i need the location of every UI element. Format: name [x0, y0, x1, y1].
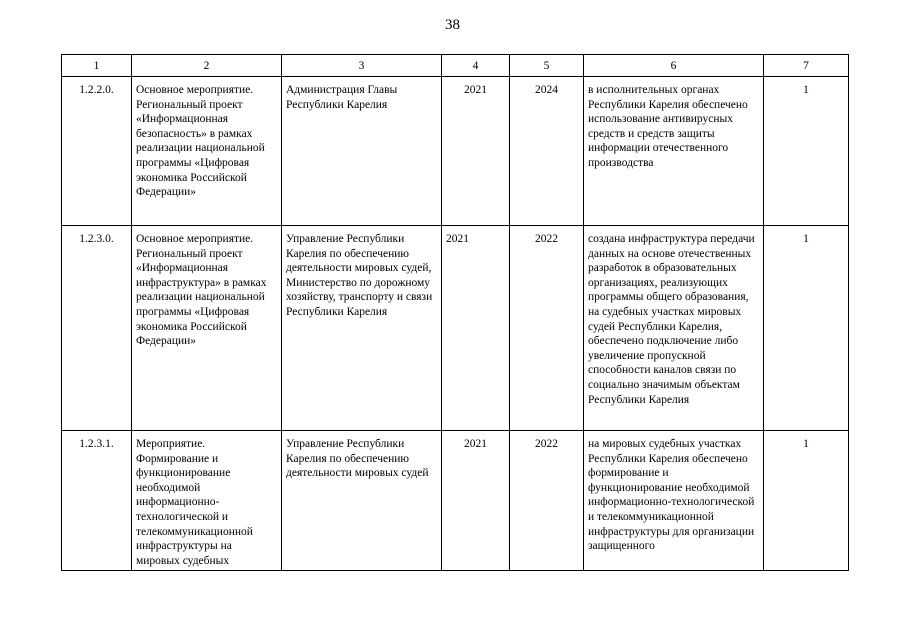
- row-link: 1: [764, 431, 849, 571]
- column-header: 6: [584, 55, 764, 77]
- column-header: 5: [510, 55, 584, 77]
- program-table: [61, 54, 849, 571]
- column-header: 2: [132, 55, 282, 77]
- row-code: 1.2.3.1.: [62, 431, 132, 571]
- row-end-year: 2022: [510, 431, 584, 571]
- row-end-year: 2022: [510, 226, 584, 431]
- row-executor: Управление Республики Карелия по обеспечению деятельности мировых судей: [282, 431, 442, 571]
- row-result: на мировых судебных участках Республики Карелия обеспечено формирование и функционирование необходимой информационно-технологической и телекоммуникационной инфраструктуры для организации защищенного: [584, 431, 764, 571]
- column-header: 1: [62, 55, 132, 77]
- row-code: 1.2.2.0.: [62, 77, 132, 226]
- table-header-row: [62, 55, 849, 77]
- row-link: 1: [764, 226, 849, 431]
- column-header: 3: [282, 55, 442, 77]
- row-name: Основное мероприятие. Региональный проект «Информационная безопасность» в рамках реализации национальной программы «Цифровая экономика Российской Федерации»: [132, 77, 282, 226]
- row-result: в исполнительных органах Республики Карелия обеспечено использование антивирусных средств и средств защиты информации отечественного производства: [584, 77, 764, 226]
- table-row: [62, 226, 849, 431]
- row-start-year: 2021: [442, 226, 510, 431]
- row-start-year: 2021: [442, 77, 510, 226]
- row-name: Основное мероприятие. Региональный проект «Информационная инфраструктура» в рамках реализации национальной программы «Цифровая экономика Российской Федерации»: [132, 226, 282, 431]
- row-end-year: 2024: [510, 77, 584, 226]
- row-start-year: 2021: [442, 431, 510, 571]
- row-result: создана инфраструктура передачи данных на основе отечественных разработок в образовательных организациях, реализующих программы общего образования, на судебных участках мировых судей Республики Карелия, обеспечено подключение либо увеличение пропускной способности каналов связи по социально значимым объектам Республики Карелия: [584, 226, 764, 431]
- row-name: Мероприятие. Формирование и функционирование необходимой информационно-технологической и телекоммуникационной инфраструктуры на мировых судебных: [132, 431, 282, 571]
- row-code: 1.2.3.0.: [62, 226, 132, 431]
- column-header: 4: [442, 55, 510, 77]
- column-header: 7: [764, 55, 849, 77]
- row-executor: Администрация Главы Республики Карелия: [282, 77, 442, 226]
- table-row: [62, 77, 849, 226]
- page-number: 38: [445, 17, 460, 33]
- table-row: [62, 431, 849, 571]
- row-executor: Управление Республики Карелия по обеспечению деятельности мировых судей, Министерство по дорожному хозяйству, транспорту и связи Республики Карелия: [282, 226, 442, 431]
- row-link: 1: [764, 77, 849, 226]
